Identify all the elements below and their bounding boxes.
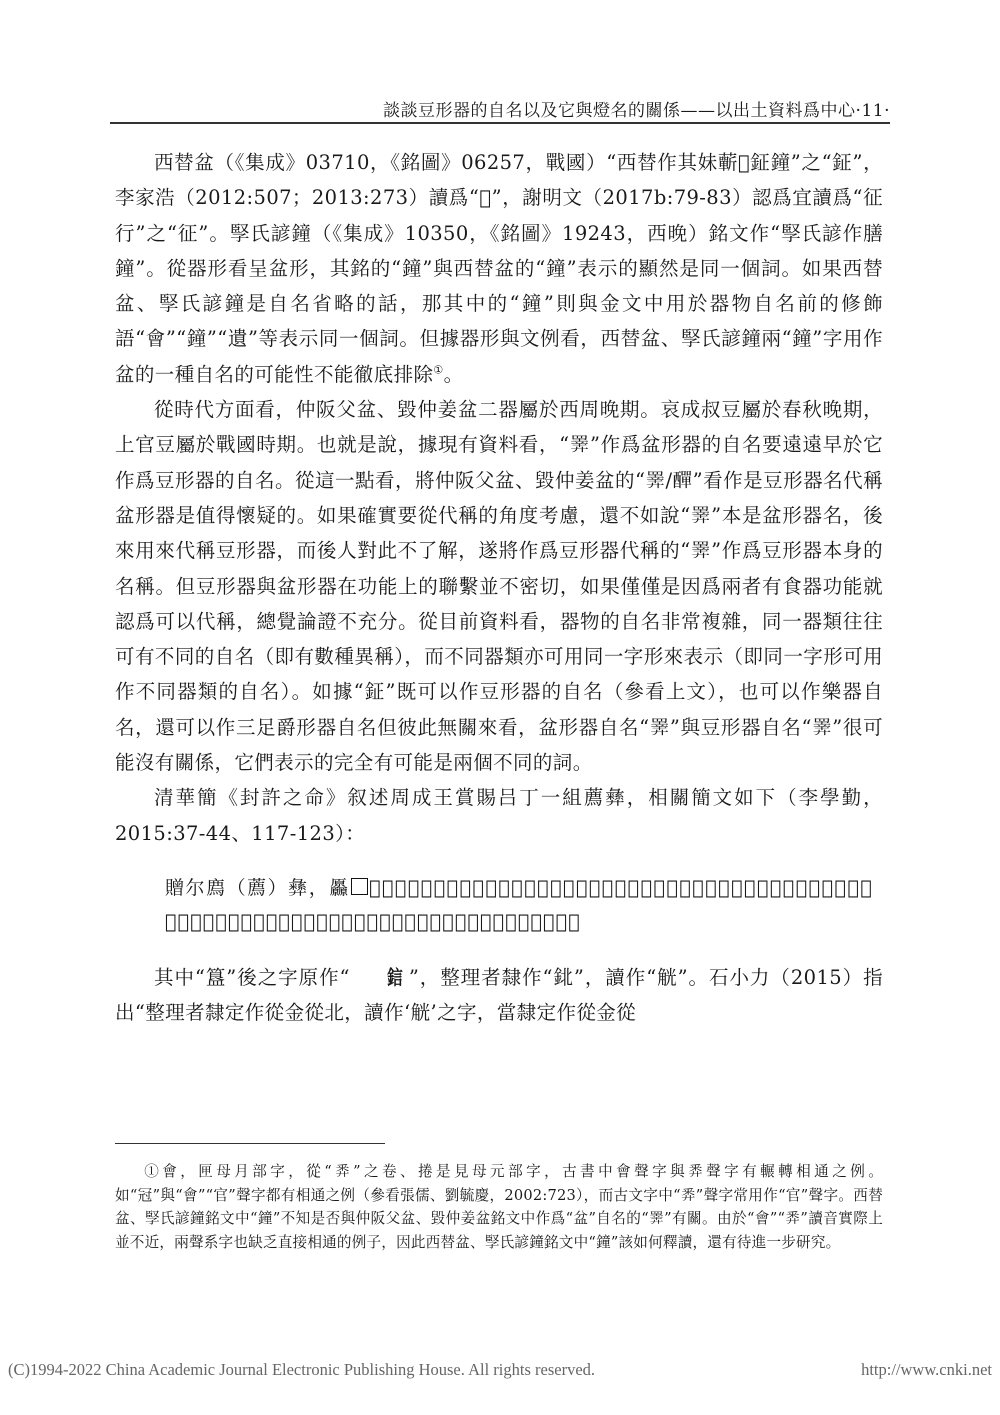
- copyright-line: [8, 1360, 992, 1380]
- quote-text-2: 𦙦𣬉，龍䖵（鬲）、䜌（𨈇）、䨏（鑵）、鉦、考彑、盤、監（鑑）、鍱（鍪）、䟭、周（雕）匧（匚）、鼑（鼎）、𣪕（簋）、鉳（觥）、鋊（卣）、𠯯（格）。: [165, 876, 873, 934]
- running-title: 談談豆形器的自名以及它與燈名的關係——以出土資料爲中心: [383, 101, 856, 121]
- paragraph-4-text: 其中“簋”後之字原作“: [154, 965, 350, 989]
- footnote-rule: [115, 1143, 385, 1144]
- running-header: [110, 96, 890, 121]
- paragraph-1-end: 。: [443, 362, 464, 386]
- paragraph-1-text: 西替盆（《集成》03710，《銘圖》06257，戰國）“西替作其妹蘄𨭯鉦鐘”之“鉦”，李家浩（2012:507；2013:273）讀爲“𪑟”，謝明文（2017b:79-83）認爲宜讀爲“征行”之“征”。孯氏諺鐘（《集成》10350，《銘圖》19243，西晚）銘文作“孯氏諺作膳鐘”。從器形看呈盆形，其銘的“鐘”與西替盆的“鐘”表示的顯然是同一個詞。如果西替盆、孯氏諺鐘是自名省略的話，那其中的“鐘”則與金文中用於器物自名前的修飾語“會”“鐘”“遺”等表示同一個詞。但據器形與文例看，西替盆、孯氏諺鐘兩“鐘”字用作盆的一種自名的可能性不能徹底排除: [115, 151, 883, 386]
- cnki-link[interactable]: http://www.cnki.net: [861, 1360, 992, 1379]
- paragraph-2: 從時代方面看，仲阪父盆、毀仲姜盆二器屬於西周晚期。哀成叔豆屬於春秋晚期，上官豆屬於戰國時期。也就是說，據現有資料看，“𢍰”作爲盆形器的自名要遠遠早於它作爲豆形器的自名。從這一點看，將仲阪父盆、毀仲姜盆的“𢍰/𨢿”看作是豆形器名代稱盆形器是值得懷疑的。如果確實要從代稱的角度考慮，還不如說“𢍰”本是盆形器名，後來用來代稱豆形器，而後人對此不了解，遂將作爲豆形器代稱的“𢍰”作爲豆形器本身的名稱。但豆形器與盆形器在功能上的聯繫並不密切，如果僅僅是因爲兩者有食器功能就認爲可以代稱，總覺論證不充分。從目前資料看，器物的自名非常複雜，同一器類往往可有不同的自名（即有數種異稱），而不同器類亦可用同一字形來表示（即同一字形可用作不同器類的自名）。如據“鉦”既可以作豆形器的自名（參看上文），也可以作樂器自名，還可以作三足爵形器自名但彼此無關來看，盆形器自名“𢍰”與豆形器自名“𢍰”很可能沒有關係，它們表示的完全有可能是兩個不同的詞。: [115, 398, 883, 775]
- copyright-notice: (C)1994-2022 China Academic Journal Electronic Publishing House. All rights reserved.: [8, 1360, 596, 1379]
- paragraph-4: [115, 960, 883, 1031]
- paragraph-1: [115, 145, 883, 392]
- header-rule: [110, 122, 890, 124]
- page-number: ·11·: [855, 101, 890, 121]
- block-quote: [115, 871, 883, 940]
- quote-text-1: 贈尔廌（薦）彝，厵: [165, 876, 350, 899]
- paragraph-4-rest: ”，整理者隸作“鉳”，讀作“觥”。石小力（2015）指出“整理者隸定作從金從北，讀作‘觥’之字，當隸定作從金從: [115, 965, 883, 1025]
- footnote-1: ①會，匣母月部字，從“𢍏”之卷、捲是見母元部字，古書中會聲字與𢍏聲字有輾轉相通之例。如“冠”與“會”“官”聲字都有相通之例（參看張儒、劉毓慶，2002:723），而古文字中“𢍏”聲字常用作“官”聲字。西替盆、孯氏諺鐘銘文中“鐘”不知是否與仲阪父盆、毀仲姜盆銘文中作爲“盆”自名的“𢍰”有關。由於“會”“𢍏”讀音實際上並不近，兩聲系字也缺乏直接相通的例子，因此西替盆、孯氏諺鐘銘文中“鐘”該如何釋讀，還有待進一步研究。: [115, 1163, 883, 1251]
- original-glyph-icon: 𨦼: [387, 965, 403, 989]
- footnote-ref-1[interactable]: ①: [433, 363, 444, 377]
- paragraph-3: 清華簡《封許之命》叙述周成王賞賜吕丁一組薦彝，相關簡文如下（李學勤，2015:37-44、117-123）：: [115, 786, 883, 845]
- body-text: [115, 145, 883, 1031]
- missing-char-box: [351, 878, 368, 895]
